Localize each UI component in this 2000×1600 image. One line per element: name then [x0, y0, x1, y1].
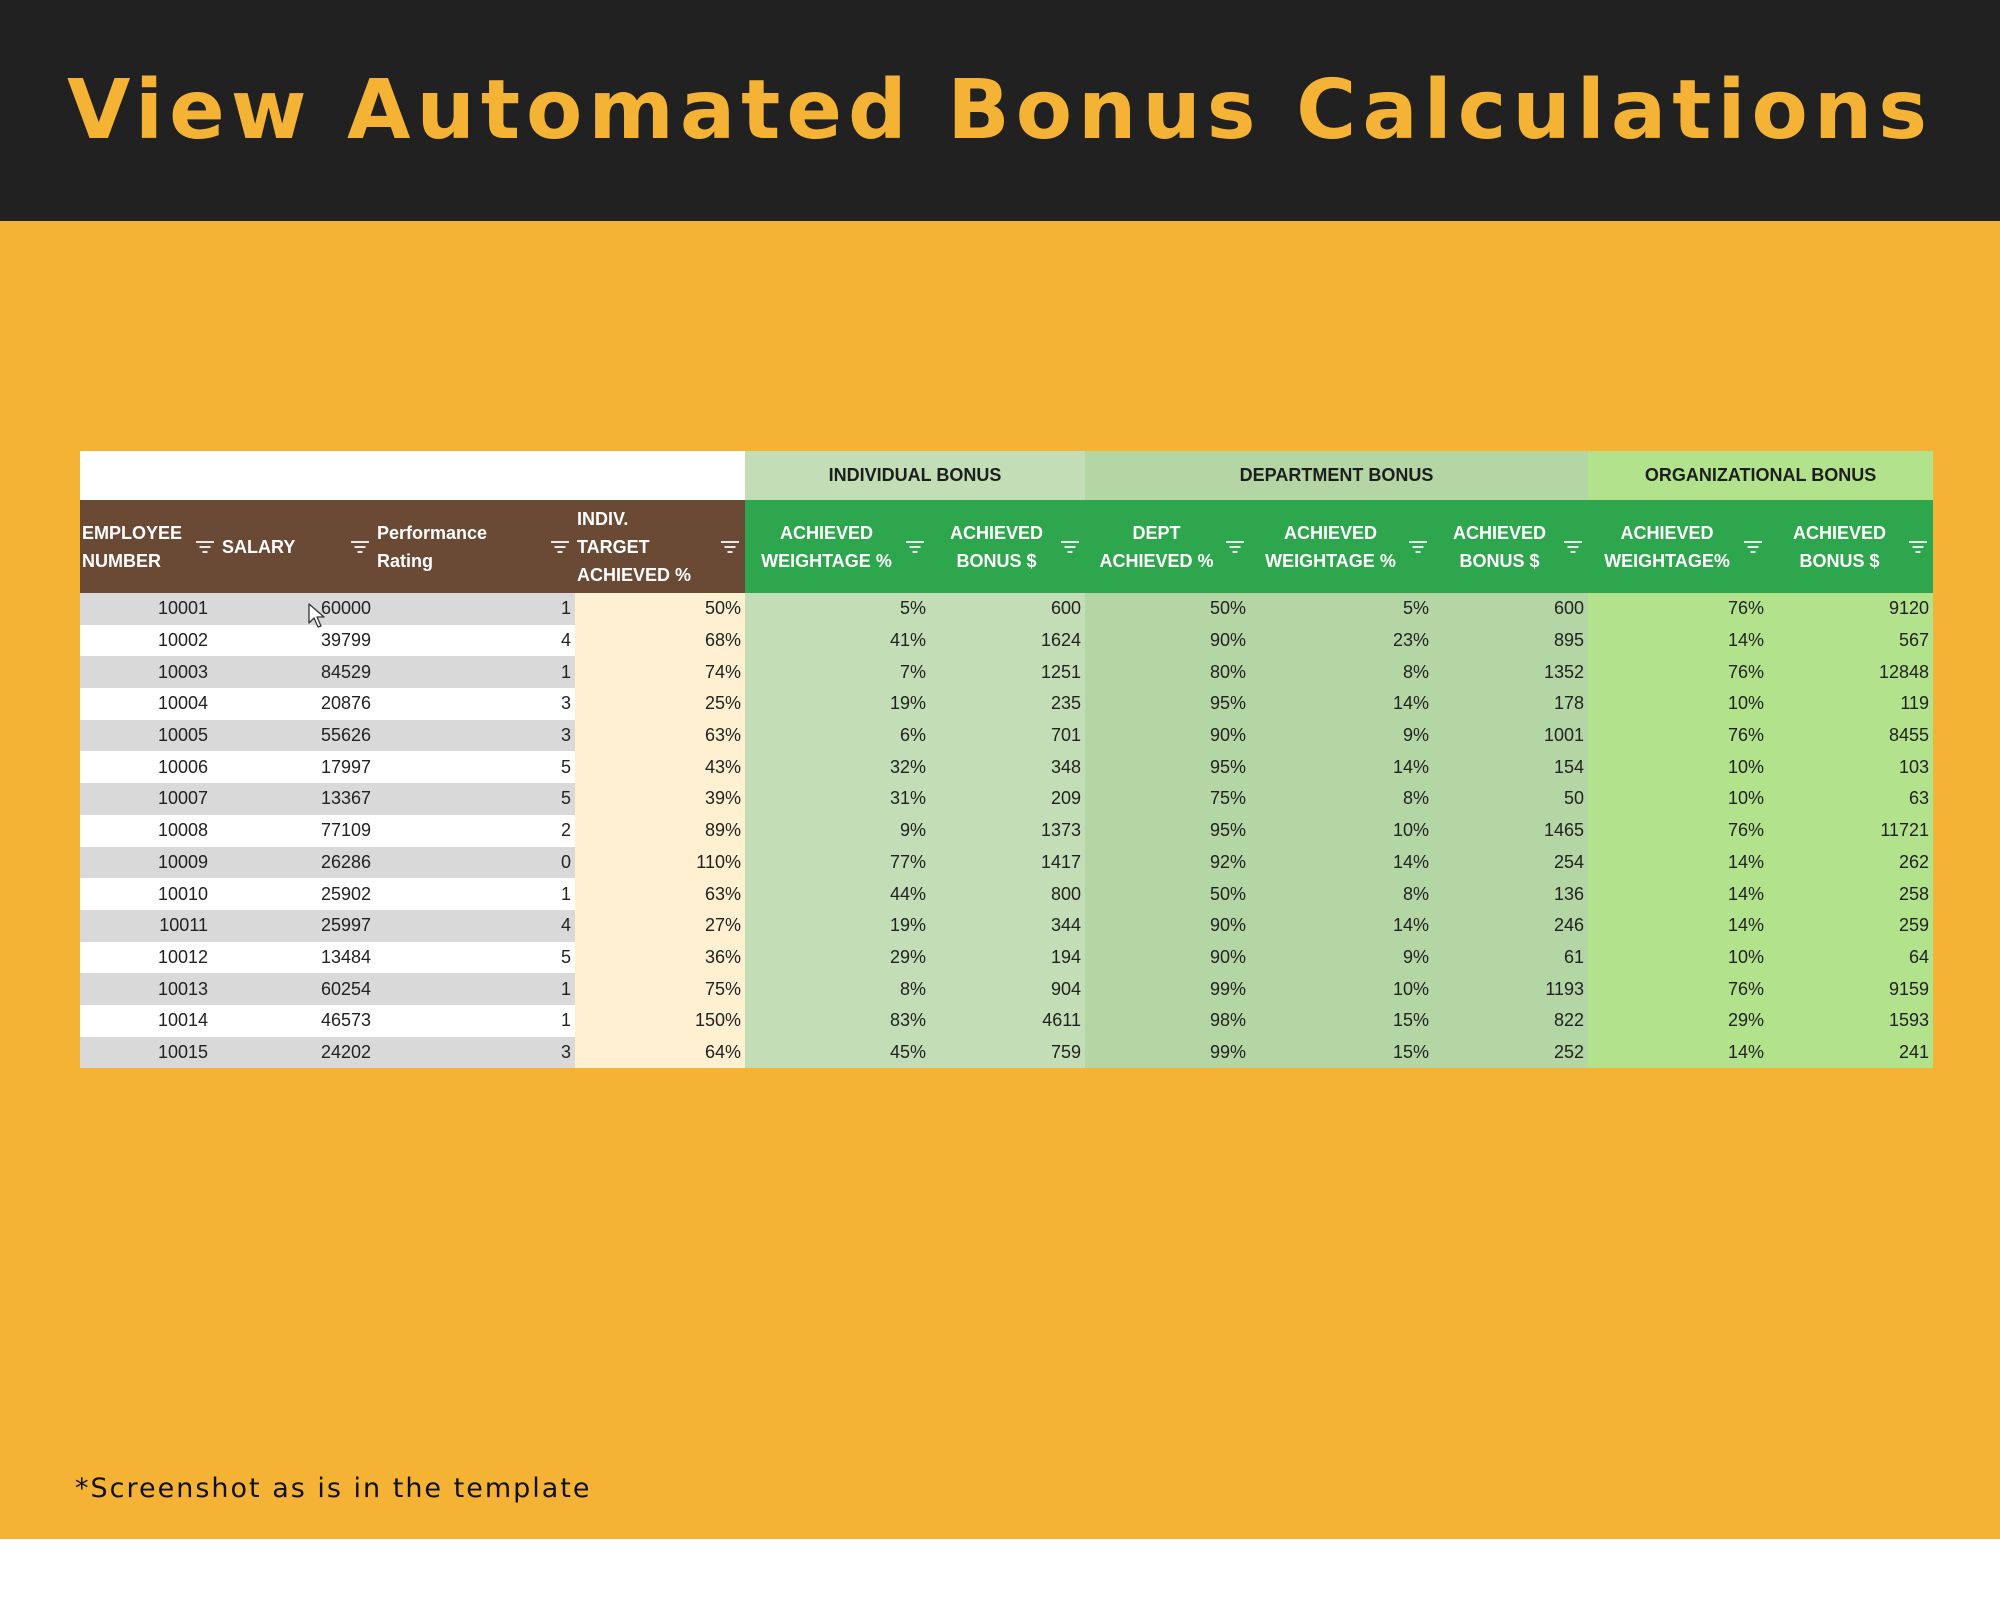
cell-dept-achieved-bonus[interactable]: 895 [1433, 625, 1588, 657]
cell-employee-number[interactable]: 10006 [80, 751, 220, 783]
cell-indiv-achieved-weightage[interactable]: 29% [745, 942, 930, 974]
cell-performance-rating[interactable]: 1 [375, 656, 575, 688]
cell-salary[interactable]: 60254 [220, 973, 375, 1005]
table-row [80, 783, 1933, 815]
cell-org-achieved-weightage[interactable]: 14% [1588, 910, 1768, 942]
cell-dept-achieved-bonus[interactable]: 61 [1433, 942, 1588, 974]
cell-indiv-achieved-bonus[interactable]: 759 [930, 1037, 1085, 1069]
column-header-employee-number[interactable] [80, 500, 220, 593]
table-row [80, 910, 1933, 942]
cell-employee-number[interactable]: 10011 [80, 910, 220, 942]
cell-org-achieved-weightage[interactable]: 10% [1588, 783, 1768, 815]
cell-performance-rating[interactable]: 4 [375, 625, 575, 657]
cell-salary[interactable]: 39799 [220, 625, 375, 657]
cell-performance-rating[interactable]: 1 [375, 593, 575, 625]
cell-org-achieved-bonus[interactable]: 103 [1768, 751, 1933, 783]
cell-indiv-target-achieved[interactable]: 74% [575, 656, 745, 688]
filter-icon[interactable] [196, 540, 214, 554]
group-department-bonus: DEPARTMENT BONUS [1085, 451, 1588, 500]
cell-dept-achieved[interactable]: 90% [1085, 942, 1250, 974]
cell-org-achieved-weightage[interactable]: 10% [1588, 942, 1768, 974]
table-row [80, 942, 1933, 974]
cell-salary[interactable]: 24202 [220, 1037, 375, 1069]
cell-employee-number[interactable]: 10001 [80, 593, 220, 625]
cell-dept-achieved[interactable]: 50% [1085, 878, 1250, 910]
cell-indiv-achieved-bonus[interactable]: 348 [930, 751, 1085, 783]
cell-indiv-achieved-bonus[interactable]: 235 [930, 688, 1085, 720]
cell-dept-achieved[interactable]: 92% [1085, 847, 1250, 879]
cell-indiv-achieved-weightage[interactable]: 19% [745, 688, 930, 720]
footnote: *Screenshot as is in the template [75, 1473, 592, 1504]
cell-indiv-achieved-bonus[interactable]: 344 [930, 910, 1085, 942]
cell-org-achieved-weightage[interactable]: 76% [1588, 815, 1768, 847]
cell-org-achieved-bonus[interactable]: 567 [1768, 625, 1933, 657]
cell-performance-rating[interactable]: 3 [375, 1037, 575, 1069]
cell-indiv-target-achieved[interactable]: 25% [575, 688, 745, 720]
column-header-org-achieved-bonus[interactable] [1768, 500, 1933, 593]
column-header-label: ACHIEVED WEIGHTAGE % [761, 522, 892, 571]
cell-performance-rating[interactable]: 1 [375, 973, 575, 1005]
cell-dept-achieved[interactable]: 95% [1085, 688, 1250, 720]
cell-org-achieved-weightage[interactable]: 10% [1588, 751, 1768, 783]
column-header-label: EMPLOYEE NUMBER [82, 522, 183, 571]
group-individual-bonus: INDIVIDUAL BONUS [745, 451, 1085, 500]
cell-dept-achieved-bonus[interactable]: 136 [1433, 878, 1588, 910]
cell-indiv-achieved-weightage[interactable]: 8% [745, 973, 930, 1005]
cell-dept-achieved-weightage[interactable]: 8% [1250, 878, 1433, 910]
cell-performance-rating[interactable]: 3 [375, 720, 575, 752]
cell-org-achieved-bonus[interactable]: 1593 [1768, 1005, 1933, 1037]
cell-dept-achieved-weightage[interactable]: 10% [1250, 815, 1433, 847]
cell-indiv-target-achieved[interactable]: 150% [575, 1005, 745, 1037]
cell-performance-rating[interactable]: 5 [375, 783, 575, 815]
cell-org-achieved-bonus[interactable]: 9120 [1768, 593, 1933, 625]
cell-salary[interactable]: 77109 [220, 815, 375, 847]
cell-indiv-target-achieved[interactable]: 50% [575, 593, 745, 625]
cell-org-achieved-weightage[interactable]: 14% [1588, 1037, 1768, 1069]
cell-org-achieved-bonus[interactable]: 258 [1768, 878, 1933, 910]
cell-employee-number[interactable]: 10013 [80, 973, 220, 1005]
cell-indiv-achieved-bonus[interactable]: 4611 [930, 1005, 1085, 1037]
cell-salary[interactable]: 25997 [220, 910, 375, 942]
cell-dept-achieved[interactable]: 95% [1085, 751, 1250, 783]
group-organizational-bonus: ORGANIZATIONAL BONUS [1588, 451, 1933, 500]
cell-dept-achieved-weightage[interactable]: 9% [1250, 942, 1433, 974]
cell-indiv-target-achieved[interactable]: 43% [575, 751, 745, 783]
cell-dept-achieved[interactable]: 50% [1085, 593, 1250, 625]
cell-dept-achieved-weightage[interactable]: 8% [1250, 656, 1433, 688]
cell-indiv-achieved-weightage[interactable]: 5% [745, 593, 930, 625]
cell-indiv-achieved-bonus[interactable]: 1417 [930, 847, 1085, 879]
table-row [80, 593, 1933, 625]
cell-salary[interactable]: 84529 [220, 656, 375, 688]
cell-indiv-target-achieved[interactable]: 63% [575, 720, 745, 752]
cell-org-achieved-bonus[interactable]: 259 [1768, 910, 1933, 942]
mouse-cursor-icon [308, 603, 326, 629]
cell-org-achieved-bonus[interactable]: 241 [1768, 1037, 1933, 1069]
cell-dept-achieved-bonus[interactable]: 178 [1433, 688, 1588, 720]
column-header-indiv-achieved-weightage[interactable] [745, 500, 930, 593]
cell-dept-achieved[interactable]: 90% [1085, 910, 1250, 942]
cell-indiv-achieved-weightage[interactable]: 7% [745, 656, 930, 688]
column-header-label: ACHIEVED BONUS $ [1793, 522, 1887, 571]
cell-dept-achieved-bonus[interactable]: 252 [1433, 1037, 1588, 1069]
cell-indiv-achieved-bonus[interactable]: 800 [930, 878, 1085, 910]
cell-employee-number[interactable]: 10010 [80, 878, 220, 910]
cell-indiv-target-achieved[interactable]: 89% [575, 815, 745, 847]
cell-performance-rating[interactable]: 0 [375, 847, 575, 879]
filter-icon[interactable] [1744, 540, 1762, 554]
cell-org-achieved-weightage[interactable]: 14% [1588, 847, 1768, 879]
cell-performance-rating[interactable]: 5 [375, 751, 575, 783]
cell-dept-achieved-weightage[interactable]: 8% [1250, 783, 1433, 815]
cell-dept-achieved-weightage[interactable]: 23% [1250, 625, 1433, 657]
cell-org-achieved-weightage[interactable]: 14% [1588, 878, 1768, 910]
cell-org-achieved-bonus[interactable]: 119 [1768, 688, 1933, 720]
cell-dept-achieved-weightage[interactable]: 14% [1250, 688, 1433, 720]
column-header-dept-achieved-bonus[interactable] [1433, 500, 1588, 593]
spreadsheet-table [80, 451, 1933, 1067]
cell-dept-achieved-weightage[interactable]: 10% [1250, 973, 1433, 1005]
cell-salary[interactable]: 26286 [220, 847, 375, 879]
cell-dept-achieved[interactable]: 98% [1085, 1005, 1250, 1037]
cell-indiv-achieved-weightage[interactable]: 77% [745, 847, 930, 879]
cell-salary[interactable]: 60000 [220, 593, 375, 625]
cell-org-achieved-bonus[interactable]: 262 [1768, 847, 1933, 879]
column-header-indiv-target-achieved[interactable] [575, 500, 745, 593]
cell-org-achieved-bonus[interactable]: 12848 [1768, 656, 1933, 688]
cell-indiv-achieved-bonus[interactable]: 1624 [930, 625, 1085, 657]
filter-icon[interactable] [551, 540, 569, 554]
cell-salary[interactable]: 13367 [220, 783, 375, 815]
cell-indiv-achieved-bonus[interactable]: 194 [930, 942, 1085, 974]
table-row [80, 1005, 1933, 1037]
cell-org-achieved-bonus[interactable]: 64 [1768, 942, 1933, 974]
cell-dept-achieved-weightage[interactable]: 5% [1250, 593, 1433, 625]
cell-org-achieved-bonus[interactable]: 8455 [1768, 720, 1933, 752]
table-body [80, 593, 1933, 1068]
filter-icon[interactable] [1564, 540, 1582, 554]
column-header-label: DEPT ACHIEVED % [1099, 522, 1214, 571]
cell-salary[interactable]: 13484 [220, 942, 375, 974]
cell-employee-number[interactable]: 10015 [80, 1037, 220, 1069]
cell-dept-achieved-bonus[interactable]: 1465 [1433, 815, 1588, 847]
cell-dept-achieved-bonus[interactable]: 154 [1433, 751, 1588, 783]
cell-dept-achieved-bonus[interactable]: 822 [1433, 1005, 1588, 1037]
column-header-performance-rating[interactable] [375, 500, 575, 593]
table-row [80, 973, 1933, 1005]
cell-org-achieved-bonus[interactable]: 63 [1768, 783, 1933, 815]
cell-dept-achieved[interactable]: 99% [1085, 1037, 1250, 1069]
cell-employee-number[interactable]: 10014 [80, 1005, 220, 1037]
cell-dept-achieved-bonus[interactable]: 600 [1433, 593, 1588, 625]
cell-salary[interactable]: 55626 [220, 720, 375, 752]
column-header-dept-achieved-weightage[interactable] [1250, 500, 1433, 593]
table-row [80, 815, 1933, 847]
cell-dept-achieved-bonus[interactable]: 1001 [1433, 720, 1588, 752]
title-banner [0, 0, 2000, 221]
cell-indiv-achieved-weightage[interactable]: 44% [745, 878, 930, 910]
cell-employee-number[interactable]: 10003 [80, 656, 220, 688]
cell-indiv-achieved-weightage[interactable]: 6% [745, 720, 930, 752]
column-header-org-achieved-weightage[interactable] [1588, 500, 1768, 593]
cell-dept-achieved-bonus[interactable]: 254 [1433, 847, 1588, 879]
cell-employee-number[interactable]: 10007 [80, 783, 220, 815]
table-row [80, 625, 1933, 657]
cell-org-achieved-weightage[interactable]: 76% [1588, 656, 1768, 688]
column-header-salary[interactable] [220, 500, 375, 593]
column-header-dept-achieved[interactable] [1085, 500, 1250, 593]
cell-indiv-achieved-weightage[interactable]: 9% [745, 815, 930, 847]
table-row [80, 878, 1933, 910]
column-header-label: SALARY [222, 536, 296, 557]
cell-salary[interactable]: 46573 [220, 1005, 375, 1037]
table-row [80, 847, 1933, 879]
table-row [80, 1037, 1933, 1069]
filter-icon[interactable] [1226, 540, 1244, 554]
cell-dept-achieved-weightage[interactable]: 14% [1250, 847, 1433, 879]
filter-icon[interactable] [351, 540, 369, 554]
cell-performance-rating[interactable]: 1 [375, 1005, 575, 1037]
cell-indiv-achieved-bonus[interactable]: 209 [930, 783, 1085, 815]
group-blank [80, 451, 745, 500]
cell-dept-achieved-bonus[interactable]: 50 [1433, 783, 1588, 815]
cell-employee-number[interactable]: 10008 [80, 815, 220, 847]
page-title: View Automated Bonus Calculations [66, 63, 1934, 158]
cell-indiv-target-achieved[interactable]: 36% [575, 942, 745, 974]
cell-org-achieved-weightage[interactable]: 29% [1588, 1005, 1768, 1037]
cell-org-achieved-weightage[interactable]: 76% [1588, 973, 1768, 1005]
cell-salary[interactable]: 25902 [220, 878, 375, 910]
column-header-label: ACHIEVED BONUS $ [1453, 522, 1547, 571]
cell-performance-rating[interactable]: 4 [375, 910, 575, 942]
cell-indiv-achieved-weightage[interactable]: 19% [745, 910, 930, 942]
table-row [80, 688, 1933, 720]
cell-dept-achieved[interactable]: 90% [1085, 720, 1250, 752]
cell-dept-achieved-bonus[interactable]: 246 [1433, 910, 1588, 942]
bonus-table [80, 451, 1933, 1068]
cell-dept-achieved[interactable]: 95% [1085, 815, 1250, 847]
cell-indiv-achieved-weightage[interactable]: 32% [745, 751, 930, 783]
cell-employee-number[interactable]: 10004 [80, 688, 220, 720]
filter-icon[interactable] [1061, 540, 1079, 554]
cell-org-achieved-weightage[interactable]: 10% [1588, 688, 1768, 720]
cell-indiv-achieved-bonus[interactable]: 701 [930, 720, 1085, 752]
cell-indiv-achieved-bonus[interactable]: 1251 [930, 656, 1085, 688]
cell-dept-achieved-bonus[interactable]: 1352 [1433, 656, 1588, 688]
cell-indiv-target-achieved[interactable]: 75% [575, 973, 745, 1005]
cell-performance-rating[interactable]: 2 [375, 815, 575, 847]
column-header-row [80, 500, 1933, 593]
cell-org-achieved-weightage[interactable]: 76% [1588, 720, 1768, 752]
table-row [80, 656, 1933, 688]
cell-dept-achieved[interactable]: 99% [1085, 973, 1250, 1005]
cell-employee-number[interactable]: 10002 [80, 625, 220, 657]
cell-dept-achieved-weightage[interactable]: 14% [1250, 751, 1433, 783]
cell-dept-achieved[interactable]: 80% [1085, 656, 1250, 688]
cell-indiv-achieved-weightage[interactable]: 31% [745, 783, 930, 815]
cell-indiv-target-achieved[interactable]: 27% [575, 910, 745, 942]
filter-icon[interactable] [721, 540, 739, 554]
cell-employee-number[interactable]: 10005 [80, 720, 220, 752]
group-header-row [80, 451, 1933, 500]
column-header-label: ACHIEVED WEIGHTAGE% [1604, 522, 1730, 571]
cell-performance-rating[interactable]: 3 [375, 688, 575, 720]
cell-indiv-achieved-bonus[interactable]: 904 [930, 973, 1085, 1005]
cell-indiv-target-achieved[interactable]: 110% [575, 847, 745, 879]
cell-indiv-target-achieved[interactable]: 64% [575, 1037, 745, 1069]
cell-indiv-achieved-bonus[interactable]: 600 [930, 593, 1085, 625]
cell-employee-number[interactable]: 10012 [80, 942, 220, 974]
cell-performance-rating[interactable]: 1 [375, 878, 575, 910]
cell-indiv-achieved-weightage[interactable]: 45% [745, 1037, 930, 1069]
column-header-label: Performance Rating [377, 522, 488, 571]
filter-icon[interactable] [906, 540, 924, 554]
filter-icon[interactable] [1409, 540, 1427, 554]
table-row [80, 751, 1933, 783]
cell-dept-achieved[interactable]: 90% [1085, 625, 1250, 657]
cell-indiv-target-achieved[interactable]: 39% [575, 783, 745, 815]
cell-org-achieved-weightage[interactable]: 14% [1588, 625, 1768, 657]
cell-org-achieved-bonus[interactable]: 9159 [1768, 973, 1933, 1005]
column-header-indiv-achieved-bonus[interactable] [930, 500, 1085, 593]
column-header-label: ACHIEVED WEIGHTAGE % [1265, 522, 1396, 571]
cell-indiv-target-achieved[interactable]: 63% [575, 878, 745, 910]
cell-dept-achieved-bonus[interactable]: 1193 [1433, 973, 1588, 1005]
cell-indiv-achieved-weightage[interactable]: 41% [745, 625, 930, 657]
cell-performance-rating[interactable]: 5 [375, 942, 575, 974]
cell-employee-number[interactable]: 10009 [80, 847, 220, 879]
cell-dept-achieved-weightage[interactable]: 9% [1250, 720, 1433, 752]
cell-indiv-achieved-weightage[interactable]: 83% [745, 1005, 930, 1037]
cell-salary[interactable]: 20876 [220, 688, 375, 720]
table-row [80, 720, 1933, 752]
cell-indiv-target-achieved[interactable]: 68% [575, 625, 745, 657]
filter-icon[interactable] [1909, 540, 1927, 554]
column-header-label: ACHIEVED BONUS $ [949, 522, 1043, 571]
column-header-label: INDIV. TARGET ACHIEVED % [577, 508, 692, 585]
cell-dept-achieved-weightage[interactable]: 15% [1250, 1005, 1433, 1037]
cell-org-achieved-bonus[interactable]: 11721 [1768, 815, 1933, 847]
cell-dept-achieved-weightage[interactable]: 15% [1250, 1037, 1433, 1069]
cell-salary[interactable]: 17997 [220, 751, 375, 783]
cell-indiv-achieved-bonus[interactable]: 1373 [930, 815, 1085, 847]
cell-org-achieved-weightage[interactable]: 76% [1588, 593, 1768, 625]
cell-dept-achieved[interactable]: 75% [1085, 783, 1250, 815]
cell-dept-achieved-weightage[interactable]: 14% [1250, 910, 1433, 942]
